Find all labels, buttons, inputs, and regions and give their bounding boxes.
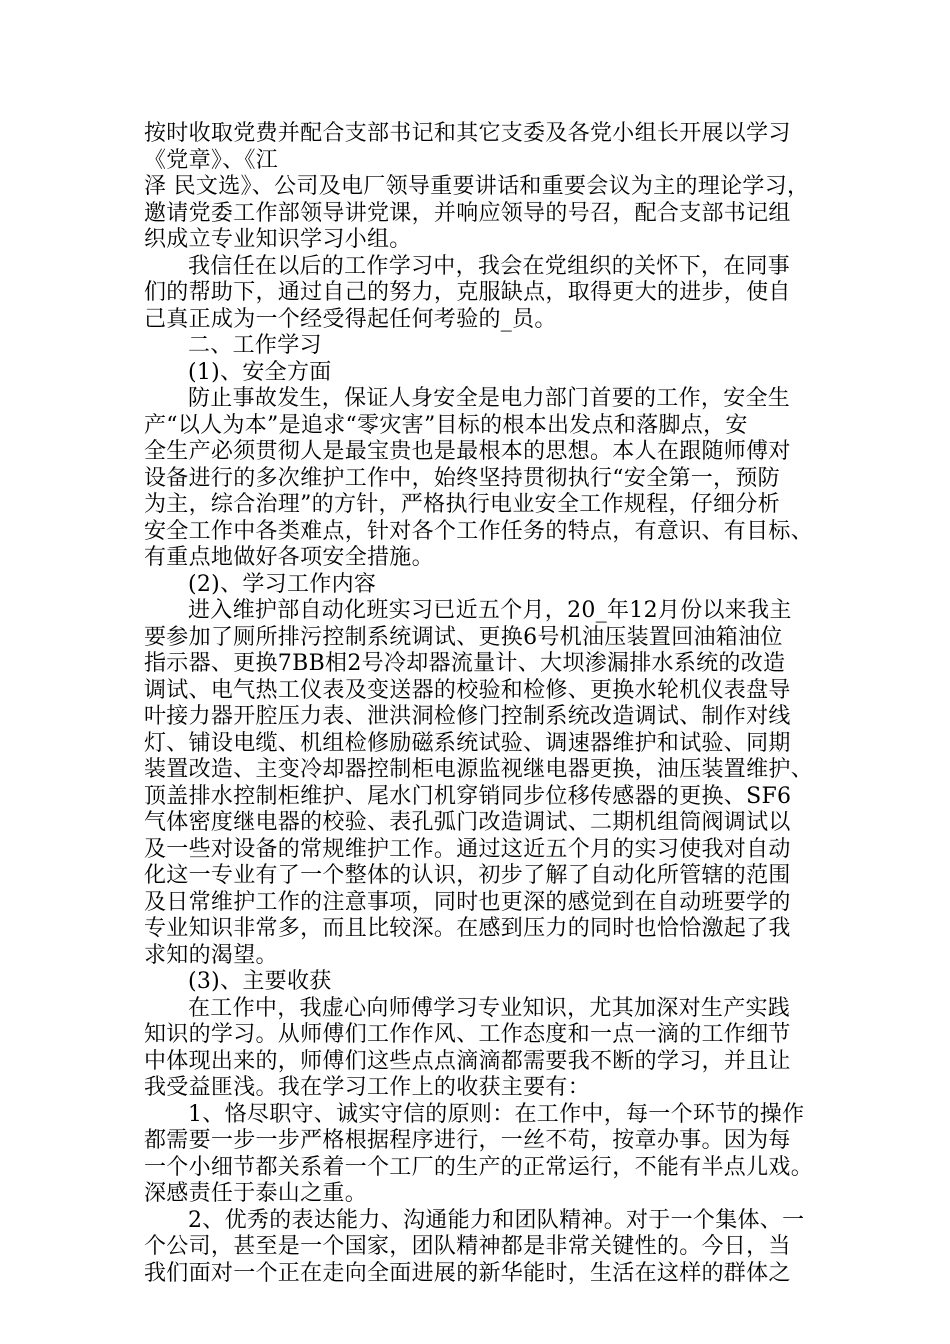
text-line: (1)、安全方面: [188, 359, 332, 385]
text-line: 及日常维护工作的注意事项，同时也更深的感觉到在自动班要学的: [144, 889, 791, 915]
text-line: (3)、主要收获: [188, 969, 332, 994]
text-line: 一个小细节都关系着一个工厂的生产的正常运行，不能有半点儿戏。: [144, 1154, 814, 1180]
text-line: 为主，综合治理”的方针，严格执行电业安全工作规程，仔细分析: [144, 492, 780, 517]
text-line: 我信任在以后的工作学习中，我会在党组织的关怀下，在同事: [188, 253, 791, 279]
text-line: 顶盖排水控制柜维护、尾水门机穿销同步位移传感器的更换、SF6: [144, 783, 792, 809]
text-line: 个公司，甚至是一个国家，团队精神都是非常关键性的。今日，当: [144, 1234, 791, 1259]
text-line: 邀请党委工作部领导讲党课，并响应领导的号召，配合支部书记组: [144, 200, 791, 226]
text-line: 气体密度继电器的校验、表孔弧门改造调试、二期机组筒阀调试以: [144, 810, 791, 835]
text-line: 调试、电气热工仪表及变送器的校验和检修、更换水轮机仪表盘导: [144, 677, 791, 703]
text-line: 织成立专业知识学习小组。: [144, 227, 412, 252]
text-line: 设备进行的多次维护工作中，始终坚持贯彻执行“安全第一，预防: [144, 465, 780, 491]
text-line: 1、恪尽职守、诚实守信的原则：在工作中，每一个环节的操作: [188, 1101, 805, 1127]
text-line: 安全工作中各类难点，针对各个工作任务的特点，有意识、有目标、: [144, 518, 814, 544]
text-line: 泽 民文选》、公司及电厂领导重要讲话和重要会议为主的理论学习，: [144, 174, 810, 199]
text-line: 我们面对一个正在走向全面进展的新华能时，生活在这样的群体之: [144, 1260, 791, 1286]
text-line: 产“以人为本”是追求“零灾害”目标的根本出发点和落脚点，安: [144, 412, 748, 438]
text-line: 专业知识非常多，而且比较深。在感到压力的同时也恰恰激起了我: [144, 916, 791, 941]
text-line: 都需要一步一步严格根据程序进行，一丝不苟，按章办事。因为每: [144, 1128, 791, 1153]
text-line: 指示器、更换7BB相2号冷却器流量计、大坝渗漏排水系统的改造: [144, 651, 786, 676]
text-line: 《党章》、《江: [144, 147, 279, 173]
text-line: 我受益匪浅。我在学习工作上的收获主要有：: [144, 1075, 591, 1100]
text-line: 进入维护部自动化班实习已近五个月，20_年12月份以来我主: [188, 598, 792, 623]
text-line: 全生产必须贯彻人是最宝贵也是最根本的思想。本人在跟随师傅对: [144, 439, 791, 464]
document-body: [144, 121, 824, 1287]
text-line: 深感责任于泰山之重。: [144, 1181, 368, 1206]
text-line: (2)、学习工作内容: [188, 571, 377, 597]
text-line: 知识的学习。从师傅们工作作风、工作态度和一点一滴的工作细节: [144, 1022, 791, 1047]
text-line: 己真正成为一个经受得起任何考验的_员。: [144, 306, 557, 332]
text-line: 要参加了厕所排污控制系统调试、更换6号机油压装置回油箱油位: [144, 624, 783, 650]
text-line: 装置改造、主变冷却器控制柜电源监视继电器更换，油压装置维护、: [144, 757, 814, 782]
text-line: 们的帮助下，通过自己的努力，克服缺点，取得更大的进步，使自: [144, 280, 791, 305]
text-line: 及一些对设备的常规维护工作。通过这近五个月的实习使我对自动: [144, 836, 791, 862]
text-line: 有重点地做好各项安全措施。: [144, 545, 434, 570]
text-line: 灯、铺设电缆、机组检修励磁系统试验、调速器维护和试验、同期: [144, 730, 791, 756]
text-line: 化这一专业有了一个整体的认识，初步了解了自动化所管辖的范围: [144, 863, 791, 888]
text-line: 2、优秀的表达能力、沟通能力和团队精神。对于一个集体、一: [188, 1207, 805, 1233]
text-line: 叶接力器开腔压力表、泄洪洞检修门控制系统改造调试、制作对线: [144, 704, 791, 729]
text-line: 中体现出来的，师傅们这些点点滴滴都需要我不断的学习，并且让: [144, 1048, 791, 1074]
text-line: 二、工作学习: [188, 333, 322, 358]
text-line: 在工作中，我虚心向师傅学习专业知识，尤其加深对生产实践: [188, 995, 791, 1021]
text-line: 求知的渴望。: [144, 942, 278, 968]
text-line: 按时收取党费并配合支部书记和其它支委及各党小组长开展以学习: [144, 121, 791, 146]
text-line: 防止事故发生，保证人身安全是电力部门首要的工作，安全生: [188, 386, 791, 411]
